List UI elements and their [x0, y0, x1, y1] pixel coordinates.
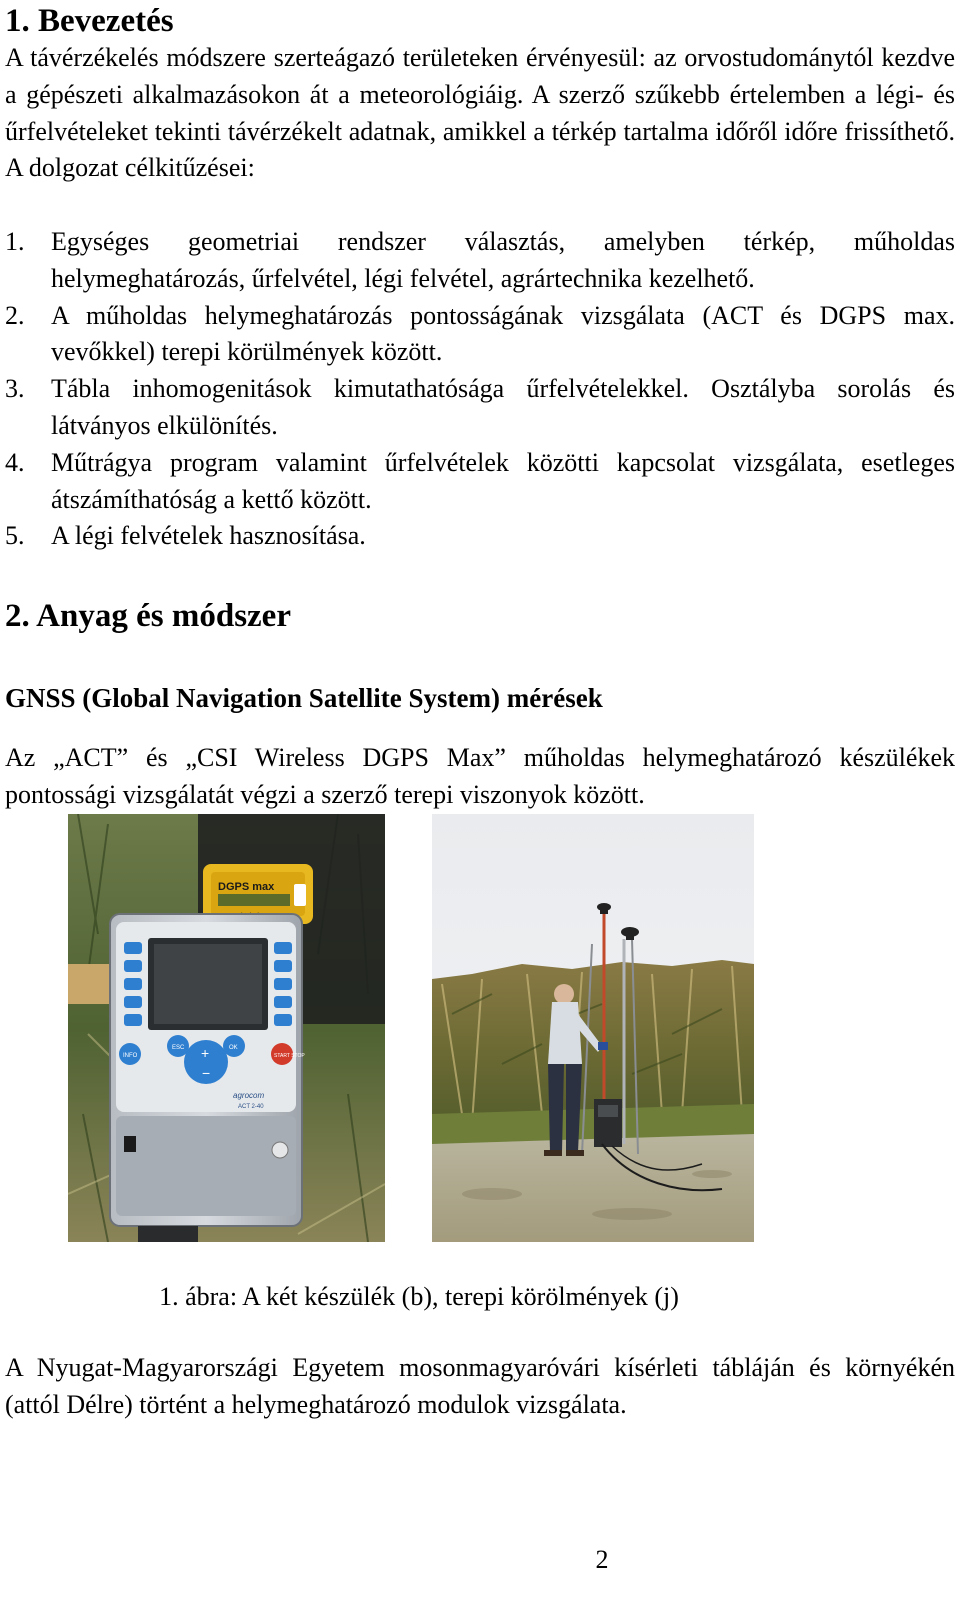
goal-text: Tábla inhomogenitások kimutathatósága űrfelvételekkel. Osztályba sorolás és látványos elkülönítés.	[51, 374, 955, 440]
goal-number: 1.	[5, 227, 25, 256]
goal-text: A légi felvételek hasznosítása.	[51, 521, 366, 551]
key-ok: OK	[229, 1045, 238, 1051]
devices-photo	[68, 814, 385, 1242]
goal-number: 4.	[5, 447, 25, 477]
minus-icon: −	[202, 1065, 211, 1081]
goal-number: 2.	[5, 300, 25, 330]
section-heading-introduction: 1. Bevezetés	[5, 3, 174, 39]
intro-paragraph: A távérzékelés módszere szerteágazó területeken érvényesül: az orvostudománytól kezdve a gépészeti alkalmazásokon át a meteorológiáig. A szerző szűkebb értelemben a légi- és űrfelvételeket tekinti távérzékelt adatnak, amikkel a térkép tartalma időről időre frissíthető. A dolgozat célkitűzései:	[5, 43, 955, 183]
goal-text: A műholdas helymeghatározás pontosságának vizsgálata (ACT és DGPS max. vevőkkel) terepi körülmények között.	[51, 300, 955, 367]
goal-item	[5, 518, 955, 555]
gnss-paragraph: Az „ACT” és „CSI Wireless DGPS Max” műholdas helymeghatározó készülékek pontossági vizsgálatát végzi a szerző terepi viszonyok között.	[5, 743, 955, 809]
figure-caption: 1. ábra: A két készülék (b), terepi körölmények (j)	[159, 1282, 679, 1311]
key-start-stop: START STOP	[274, 1053, 305, 1059]
model-label: ACT 2-40	[238, 1104, 264, 1110]
closing-paragraph: A Nyugat-Magyarországi Egyetem mosonmagyaróvári kísérleti tábláján és környékén (attól Délre) történt a helymeghatározó modulok vizsgálata.	[5, 1353, 955, 1419]
goal-item	[5, 298, 955, 372]
goal-item	[5, 224, 955, 298]
page-number: 2	[595, 1545, 609, 1574]
key-esc: ESC	[172, 1045, 185, 1051]
dgps-label: DGPS max	[218, 881, 275, 893]
field-photo	[432, 814, 754, 1242]
section-heading-materials-methods: 2. Anyag és módszer	[5, 598, 291, 634]
brand-label: agrocom	[233, 1091, 265, 1100]
goal-number: 3.	[5, 374, 25, 404]
goal-number: 5.	[5, 521, 25, 551]
key-info: INFO	[123, 1053, 138, 1059]
subsection-heading-gnss: GNSS (Global Navigation Satellite System) mérések	[5, 683, 603, 713]
goal-item	[5, 371, 955, 445]
goal-item	[5, 445, 955, 519]
goals-list	[5, 224, 955, 555]
goal-text: Műtrágya program valamint űrfelvételek közötti kapcsolat vizsgálata, esetleges átszámíthatóság a kettő között.	[51, 447, 955, 514]
plus-icon: +	[201, 1045, 210, 1061]
goal-text: Egységes geometriai rendszer választás, amelyben térkép, műholdas helymeghatározás, űrfelvétel, légi felvétel, agrártechnika kezelhető.	[51, 227, 955, 293]
